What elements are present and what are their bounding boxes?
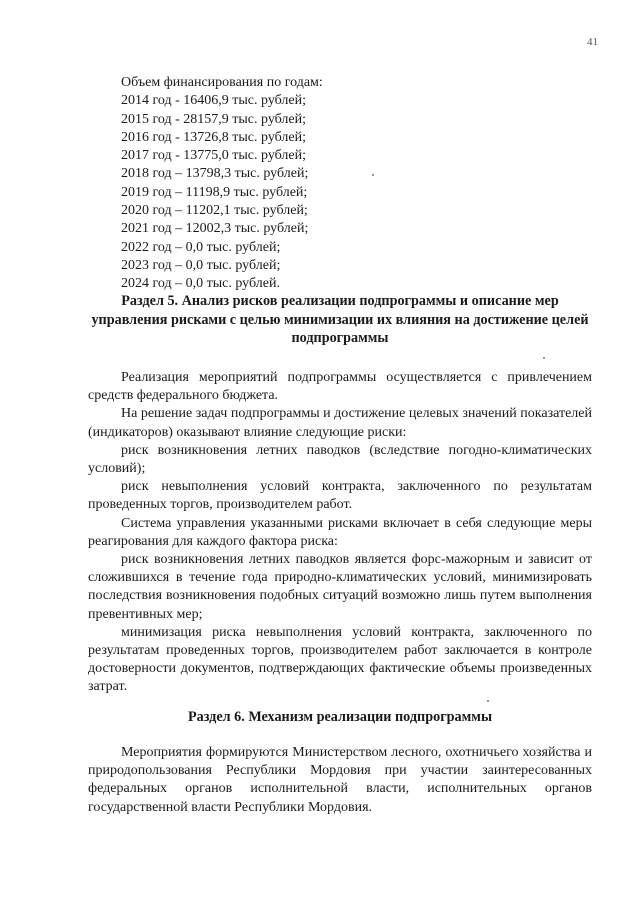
funding-year-2021: 2021 год – 12002,3 тыс. рублей;: [121, 221, 309, 237]
paragraph-risk-intro: На решение задач подпрограммы и достижение целевых значений показателей (индикаторов) оказывают влияние следующие риски:: [88, 406, 592, 440]
paragraph-contract-measure: минимизация риска невыполнения условий контракта, заключенного по результатам проведенных торгов, производителем работ заключается в контроле достоверности документов, подтверждающих фактические объемы произведенных затрат.: [88, 624, 592, 695]
funding-year-2015: 2015 год - 28157,9 тыс. рублей;: [121, 111, 307, 127]
section-6-title: Раздел 6. Механизм реализации подпрограммы: [187, 709, 493, 725]
scan-speck: [543, 357, 545, 359]
page-number: 41: [587, 36, 598, 48]
paragraph-risk-contract: риск невыполнения условий контракта, заключенного по результатам проведенных торгов, производителем работ.: [88, 479, 592, 513]
paragraph-mechanism: Мероприятия формируются Министерством лесного, охотничьего хозяйства и природопользования Республики Мордовия при участии заинтересованных федеральных органов исполнительной власти, исполнительных органов государственной власти Республики Мордовия.: [88, 745, 592, 815]
section-5-title: Раздел 5. Анализ рисков реализации подпрограммы и описание мер управления рисками с целью минимизации их влияния на достижение целей подпрограммы: [91, 293, 589, 346]
funding-year-2020: 2020 год – 11202,1 тыс. рублей;: [121, 203, 308, 219]
paragraph-flood-measure: риск возникновения летних паводков является форс-мажорным и зависит от сложившихся в течение года природно-климатических условий, минимизировать последствия возникновения подобных ситуаций возможно лишь путем выполнения превентивных мер;: [88, 552, 592, 622]
paragraph-risk-flood: риск возникновения летних паводков (вследствие погодно-климатических условий);: [88, 442, 592, 477]
funding-year-2019: 2019 год – 11198,9 тыс. рублей;: [121, 184, 308, 200]
funding-year-2022: 2022 год – 0,0 тыс. рублей;: [121, 239, 281, 255]
funding-year-2024: 2024 год – 0,0 тыс. рублей.: [121, 276, 280, 292]
section-5-body: [88, 369, 592, 697]
paragraph-management-intro: Система управления указанными рисками включает в себя следующие меры реагирования для каждого фактора риска:: [88, 515, 592, 549]
scan-speck: [372, 174, 374, 176]
funding-block: [121, 74, 323, 294]
scan-speck: [487, 700, 489, 702]
funding-heading: Объем финансирования по годам:: [121, 75, 323, 90]
paragraph-implementation: Реализация мероприятий подпрограммы осуществляется с привлечением средств федерального бюджета.: [88, 370, 592, 404]
funding-year-2016: 2016 год - 13726,8 тыс. рублей;: [121, 129, 307, 145]
funding-year-2014: 2014 год - 16406,9 тыс. рублей;: [121, 93, 307, 109]
funding-year-2018: 2018 год – 13798,3 тыс. рублей;: [121, 166, 309, 182]
section-6-body: [88, 744, 592, 817]
funding-year-2017: 2017 год - 13775,0 тыс. рублей;: [121, 148, 307, 164]
funding-year-2023: 2023 год – 0,0 тыс. рублей;: [121, 257, 281, 273]
